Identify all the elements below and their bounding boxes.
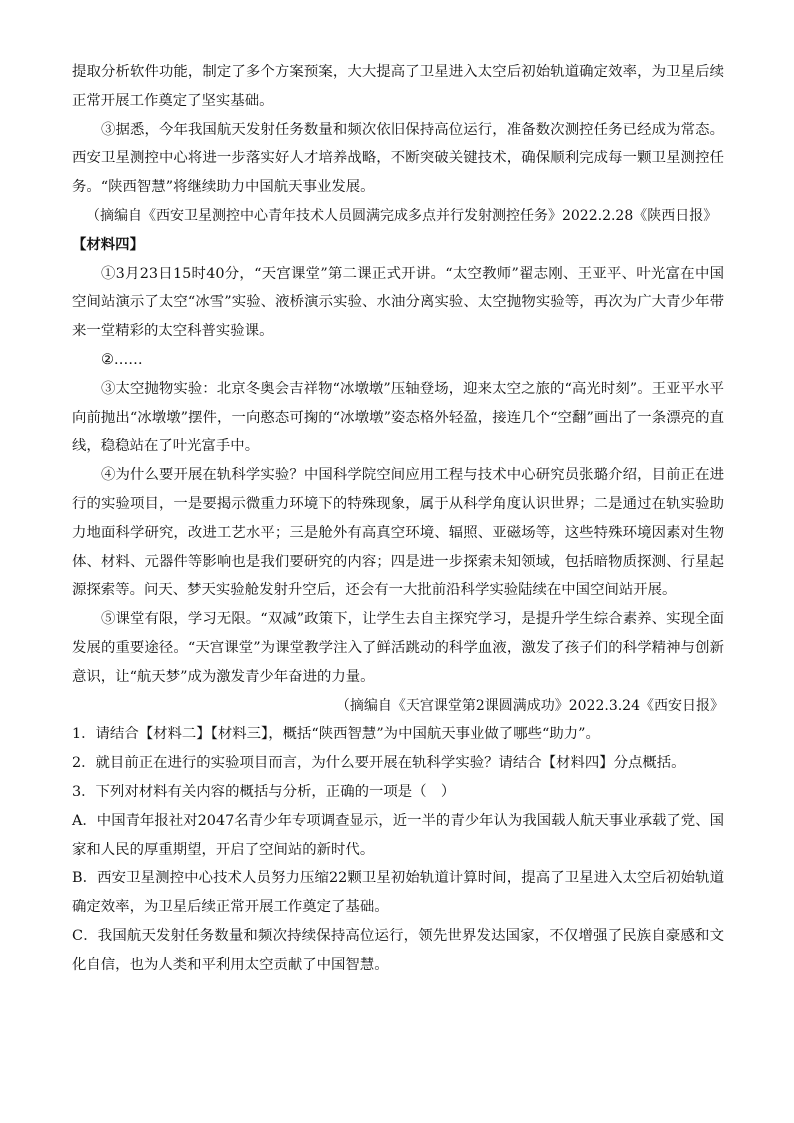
material4-paragraph-2: ②……	[101, 351, 143, 368]
material4-heading: 【材料四】	[72, 235, 144, 253]
material3-source: （摘编自《西安卫星测控中心青年技术人员圆满完成多点并行发射测控任务》2022.2.28《陕西日报》	[86, 207, 718, 224]
document-page	[72, 58, 724, 980]
material3-paragraph-3: ③据悉，今年我国航天发射任务数量和频次依旧保持高位运行，准备数次测控任务已经成为常态。西安卫星测控中心将进一步落实好人才培养战略，不断突破关键技术，确保顺利完成每一颗卫星测控任务。“陕西智慧”将继续助力中国航天事业发展。	[72, 121, 724, 196]
material4-paragraph-4: ④为什么要开展在轨科学实验？中国科学院空间应用工程与技术中心研究员张璐介绍，目前正在进行的实验项目，一是要揭示微重力环境下的特殊现象，属于从科学角度认识世界；二是通过在轨实验助力地面科学研究，改进工艺水平；三是舱外有高真空环境、辐照、亚磁场等，这些特殊环境因素对生物体、材料、元器件等影响也是我们要研究的内容；四是进一步探索未知领域，包括暗物质探测、行星起源探索等。问天、梦天实验舱发射升空后，还会有一大批前沿科学实验陆续在中国空间站开展。	[72, 467, 724, 599]
question-3-option-a: A．中国青年报社对2047名青少年专项调查显示，近一半的青少年认为我国载人航天事业承载了党、国家和人民的厚重期望，开启了空间站的新时代。	[72, 812, 724, 858]
material3-paragraph-2-continued: 提取分析软件功能，制定了多个方案预案，大大提高了卫星进入太空后初始轨道确定效率，为卫星后续正常开展工作奠定了坚实基础。	[72, 64, 724, 109]
material4-source: （摘编自《天宫课堂第2课圆满成功》2022.3.24《西安日报》	[335, 697, 724, 714]
question-2: 2．就目前正在进行的实验项目而言，为什么要开展在轨科学实验？请结合【材料四】分点概括。	[72, 755, 686, 772]
material4-paragraph-5: ⑤课堂有限，学习无限。“双减”政策下，让学生去自主探究学习，是提升学生综合素养、实现全面发展的重要途径。“天宫课堂”为课堂教学注入了鲜活跳动的科学血液，激发了孩子们的科学精神与创新意识，让“航天梦”成为激发青少年奋进的力量。	[72, 611, 724, 685]
material4-paragraph-1: ①3月23日15时40分，“天宫课堂”第二课正式开讲。“太空教师”翟志刚、王亚平、叶光富在中国空间站演示了太空“冰雪”实验、液桥演示实验、水油分离实验、太空抛物实验等，再次为广大青少年带来一堂精彩的太空科普实验课。	[72, 265, 724, 340]
question-3-option-b: B．西安卫星测控中心技术人员努力压缩22颗卫星初始轨道计算时间，提高了卫星进入太空后初始轨道确定效率，为卫星后续正常开展工作奠定了基础。	[72, 870, 724, 916]
question-1: 1．请结合【材料二】【材料三】，概括“陕西智慧”为中国航天事业做了哪些“助力”。	[72, 726, 600, 743]
question-3: 3．下列对材料有关内容的概括与分析，正确的一项是（ ）	[72, 783, 456, 800]
question-3-option-c: C．我国航天发射任务数量和频次持续保持高位运行，领先世界发达国家，不仅增强了民族自豪感和文化自信，也为人类和平利用太空贡献了中国智慧。	[72, 927, 724, 973]
material4-paragraph-3: ③太空抛物实验：北京冬奥会吉祥物“冰墩墩”压轴登场，迎来太空之旅的“高光时刻”。王亚平水平向前抛出“冰墩墩”摆件，一向憨态可掬的“冰墩墩”姿态格外轻盈，接连几个“空翻”画出了一条漂亮的直线，稳稳站在了叶光富手中。	[72, 380, 724, 455]
